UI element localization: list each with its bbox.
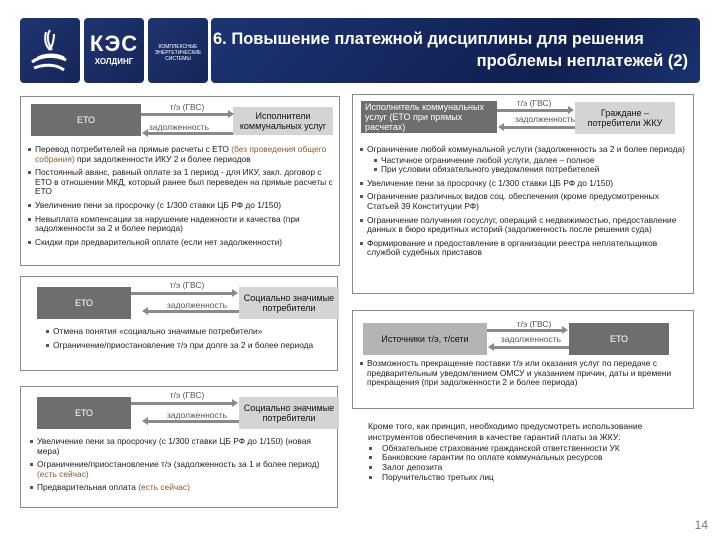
logo-tagline-tile xyxy=(148,18,208,83)
bullet-text-end: при задолженности ИКУ 2 и более периодов xyxy=(74,153,251,164)
list-item xyxy=(27,145,333,164)
arrow-label-back: задолженность xyxy=(148,122,210,132)
panel-eto-social-2 xyxy=(20,386,338,508)
arrow-forward xyxy=(131,402,233,405)
logo-name: КЭС xyxy=(89,31,139,56)
list-item xyxy=(29,483,331,493)
guarantee-item: Обязательное страхование гражданской ответственности УК xyxy=(368,444,698,454)
list-item xyxy=(359,359,687,388)
logo-tagline: КОМПЛЕКСНЫЕ ЭНЕРГЕТИЧЕСКИЕ СИСТЕМЫ xyxy=(154,44,202,62)
bullet-text: Формирование и предоставление в организации реестра неплательщиков службой судебных приставов xyxy=(367,237,658,258)
arrow-back xyxy=(147,132,233,135)
arrow-label-back: задолженность xyxy=(514,114,576,124)
flow-diagram xyxy=(27,390,335,437)
bullet-text: Постоянный аванс, равный оплате за 1 период - для ИКУ, закл. договор с ЕТО в отношении МКД, который ранее был переведен на прямые расчеты с ЕТО xyxy=(35,167,333,197)
box-social: Социально значимые потребители xyxy=(239,287,339,319)
bullet-text: Увеличение пени за просрочку (с 1/300 ставки ЦБ РФ до 1/150) xyxy=(367,177,614,188)
logo-kes xyxy=(84,18,144,83)
bullet-text: Невыплата компенсации за нарушение надежности и качества (при задолженности за 2 и более периода) xyxy=(35,213,300,234)
bullet-text: Ограничение получения госуслуг, операций с недвижимостью, предоставление данных в бюро кредитных историй (задолженность после решения суда) xyxy=(367,214,677,235)
bullet-highlight: (есть сейчас) xyxy=(37,468,89,479)
bullet-list xyxy=(29,437,331,493)
bullet-text: Ограничение/приостановление т/э при долге за 2 и более периода xyxy=(53,339,314,350)
page-number: 14 xyxy=(694,518,708,532)
list-item xyxy=(45,341,331,351)
arrow-forward xyxy=(131,292,233,295)
box-social: Социально значимые потребители xyxy=(239,397,339,429)
panel-eto-contractors xyxy=(20,96,340,266)
list-item xyxy=(27,238,333,248)
sub-item: Частичное ограничение любой услуги, далее – полное xyxy=(373,156,687,166)
guarantees-section xyxy=(368,421,698,482)
list-item xyxy=(45,327,331,337)
arrow-back xyxy=(493,346,569,349)
list-item xyxy=(27,201,333,211)
list-item xyxy=(359,179,687,189)
box-contractors: Исполнители коммунальных услуг xyxy=(233,107,333,135)
arrow-label-forward: т/э (ГВС) xyxy=(516,319,552,329)
sub-item: При условии обязательного уведомления потребителей xyxy=(373,165,687,175)
panel-eto-social-1 xyxy=(20,276,338,371)
list-item xyxy=(27,168,333,197)
box-eto: ЕТО xyxy=(37,397,131,429)
arrow-forward xyxy=(141,113,229,116)
arrow-label-forward: т/э (ГВС) xyxy=(169,280,205,290)
box-eto: ЕТО xyxy=(37,287,131,319)
bullet-list xyxy=(359,359,687,388)
title-banner xyxy=(211,18,700,83)
arrow-back xyxy=(503,126,575,129)
bullet-text: Возможность прекращение поставки т/э или оказания услуг по передаче с предварительным уведомлением ОМСУ и указанием причин, даты и времени прекращения (при задолженности 2 и более периода) xyxy=(367,358,672,388)
panel-contractor-citizens xyxy=(352,94,694,294)
list-item xyxy=(29,437,331,456)
bullet-text: Перевод потребителей на прямые расчеты с ЕТО xyxy=(35,144,232,154)
box-eto: ЕТО xyxy=(31,104,141,136)
logo-emblem xyxy=(20,18,80,83)
bullet-text: Ограничение любой коммунальной услуги (задолженность за 2 и более периода) xyxy=(367,144,685,154)
panel-sources-eto xyxy=(352,310,694,409)
guarantee-item: Залог депозита xyxy=(368,463,698,473)
guarantee-item: Банковские гарантии по оплате коммунальных ресурсов xyxy=(368,453,698,463)
bullet-text: Ограничение различных видов соц. обеспечения (кроме предусмотренных Статьей 39 Конституции РФ) xyxy=(367,191,659,211)
arrow-label-back: задолженность xyxy=(500,334,562,344)
arrow-forward xyxy=(487,329,563,332)
flow-diagram xyxy=(27,280,335,327)
list-item xyxy=(27,215,333,234)
flow-diagram xyxy=(359,98,687,145)
bullet-list xyxy=(27,145,333,247)
bullet-text: Увеличение пени за просрочку (с 1/300 ставки ЦБ РФ до 1/150) xyxy=(35,199,282,210)
bullet-list xyxy=(45,327,331,350)
guarantees-list xyxy=(368,444,698,482)
arrow-back xyxy=(147,310,239,313)
logo-sub: ХОЛДИНГ xyxy=(94,57,134,66)
arrow-label-back: задолженность xyxy=(166,300,228,310)
list-item xyxy=(359,145,687,175)
arrow-label-back: задолженность xyxy=(166,410,228,420)
bullet-highlight: (без проведения общего собрания) xyxy=(35,144,327,164)
bullet-highlight: (есть сейчас) xyxy=(138,482,190,493)
list-item xyxy=(359,192,687,211)
arrow-forward xyxy=(497,109,569,112)
box-contractor: Исполнитель коммунальных услуг (ЕТО при прямых расчетах) xyxy=(361,101,497,133)
sub-list xyxy=(373,156,687,175)
bullet-text: Отмена понятия «социально значимые потребители» xyxy=(53,326,263,336)
page-title-line1: 6. Повышение платежной дисциплины для решения xyxy=(213,30,644,48)
bullet-text: Ограничение/приостановление т/э (задолженность за 1 и более период) xyxy=(37,459,320,470)
list-item xyxy=(29,460,331,479)
flow-diagram xyxy=(359,319,687,363)
guarantee-item: Поручительство третьих лиц xyxy=(368,473,698,483)
page-title-line2: проблемы неплатежей (2) xyxy=(476,52,688,70)
box-sources: Источники т/э, т/сети xyxy=(363,323,487,355)
bullet-text: Скидки при предварительной оплате (если нет задолженности) xyxy=(35,236,283,247)
box-citizens: Граждане – потребители ЖКУ xyxy=(575,102,675,134)
guarantees-intro: Кроме того, как принцип, необходимо предусмотреть использование инструментов обеспечения в качестве гарантий платы за ЖКУ: xyxy=(368,421,643,443)
list-item xyxy=(359,216,687,235)
box-eto: ЕТО xyxy=(569,323,669,355)
bullet-list xyxy=(359,145,687,258)
arrow-back xyxy=(147,420,239,423)
flow-diagram xyxy=(27,101,333,145)
bullet-text: Увеличение пени за просрочку (с 1/300 ставки ЦБ РФ до 1/150) (новая мера) xyxy=(37,436,311,456)
list-item xyxy=(359,239,687,258)
arrow-label-forward: т/э (ГВС) xyxy=(169,102,205,112)
bullet-text: Предварительная оплата xyxy=(37,482,139,493)
arrow-label-forward: т/э (ГВС) xyxy=(516,98,552,108)
arrow-label-forward: т/э (ГВС) xyxy=(169,390,205,400)
